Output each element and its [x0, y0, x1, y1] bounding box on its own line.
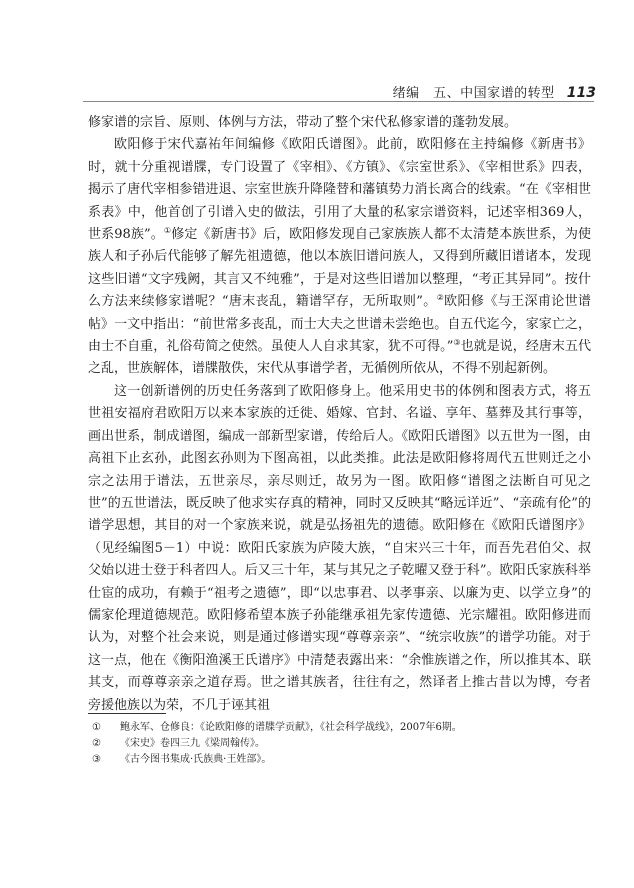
text-run: 欧阳修《与王深甫论世谱帖》一文中指出：“前世常多丧乱，而士大夫之世谱未尝绝也。自五代迄今，家家亡之，由士不自重，礼俗苟简之使然。虽使人人自求其家，犹不可得。”: [88, 294, 591, 355]
footnotes: [88, 720, 588, 768]
paragraph: [88, 134, 591, 380]
footnote-mark: ①: [92, 722, 101, 733]
paragraph: [88, 112, 591, 134]
footnote-mark: ②: [92, 738, 101, 749]
text-run: 修家谱的宗旨、原则、体例与方法，带动了整个宋代私修家谱的蓬勃发展。: [88, 115, 518, 130]
footnote-ref: ②: [436, 293, 445, 303]
footnote: [88, 736, 588, 752]
section-title: 绪编 五、中国家谱的转型: [392, 86, 555, 101]
paragraph: [88, 381, 591, 717]
footnote: [88, 752, 588, 768]
text-run: 这一创新谱例的历史任务落到了欧阳修身上。他采用史书的体例和图表方式，将五世祖安福府君欧阳万以来本家族的迁徙、婚嫁、官封、名谥、享年、墓葬及其行事等，画出世系，制成谱图，编成一部新型家谱，传给后人。《欧阳氏谱图》以五世为一图，由高祖下止玄孙，此图玄孙则为下图高祖，以此类推。此法是欧阳修将周代五世则迁之小宗之法用于谱法，五世亲尽，亲尽则迁，故另为一图。欧阳修“谱图之法断自可见之世”的五世谱法，既反映了他求实存真的精神，同时又反映其“略远详近”、“亲疏有伦”的谱学思想，其目的对一个家族来说，就是弘扬祖先的遗德。欧阳修在《欧阳氏谱图序》（见经编图5－1）中说：欧阳氏家族为庐陵大族，“自宋兴三十年，而吾先君伯父、叔父始以进士登于科者四人。后又三十年，某与其兄之子乾曜又登于科”。欧阳氏家族科举仕宦的成功，有赖于“祖考之遗德”，即“以忠事君、以孝事亲、以廉为吏、以学立身”的儒家伦理道德规范。欧阳修希望本族子孙能继承祖先家传遗德、光宗耀祖。欧阳修进而认为，对整个社会来说，则是通过修谱实现“尊尊亲亲”、“统宗收族”的谱学功能。对于这一点，他在《衡阳渔溪王氏谱序》中清楚表露出来：“余惟族谱之作，所以推其本、联其支，而尊尊亲亲之道存焉。世之谱其族者，往往有之，然译者上推古昔以为博，夸者旁援他族以为荣，不几于诬其祖: [88, 383, 591, 713]
footnote-rule: [88, 713, 166, 714]
footnote-text: 《古今图书集成·氏族典·王姓部》。: [120, 754, 272, 765]
running-header: [393, 82, 596, 101]
footnote-text: 鲍永军、仓修良：《论欧阳修的谱牒学贡献》，《社会科学战线》，2007年6期。: [120, 722, 462, 733]
footnote: [88, 720, 588, 736]
footnote-ref: ①: [163, 226, 172, 236]
footnote-ref: ③: [453, 338, 461, 348]
header-rule: [83, 101, 594, 102]
page-number: 113: [566, 85, 596, 101]
text-run: 也就是说，经唐末五代之乱，世族解体，谱牒散佚，宋代从事谱学者，无循例所依从，不得不别起新例。: [88, 339, 591, 377]
text-run: 欧阳修于宋代嘉祐年间编修《欧阳氏谱图》。此前，欧阳修在主持编修《新唐书》时，就十分重视谱牒，专门设置了《宰相》、《方镇》、《宗室世系》、《宰相世系》四表，揭示了唐代宰相参错进退、宗室世族升降隆替和藩镇势力消长离合的线索。“在《宰相世系表》中，他首创了引谱入史的做法，引用了大量的私家宗谱资料，记述宰相369人，世系98族”。: [88, 137, 591, 243]
footnote-text: 《宋史》卷四三九《梁周翰传》。: [120, 738, 265, 749]
text-run: 修定《新唐书》后，欧阳修发现自己家族族人都不太清楚本族世系，为使族人和子孙后代能够了解先祖遗德，他以本族旧谱问族人，又得到所藏旧谱诸本，发现这些旧谱“文字残阙，其言又不纯雅”，于是对这些旧谱加以整理，“考正其异同”。按什么方法来续修家谱呢？“唐末丧乱，籍谱罕存，无所取则”。: [88, 227, 591, 310]
body-text: [88, 112, 591, 717]
footnote-mark: ③: [92, 754, 101, 765]
